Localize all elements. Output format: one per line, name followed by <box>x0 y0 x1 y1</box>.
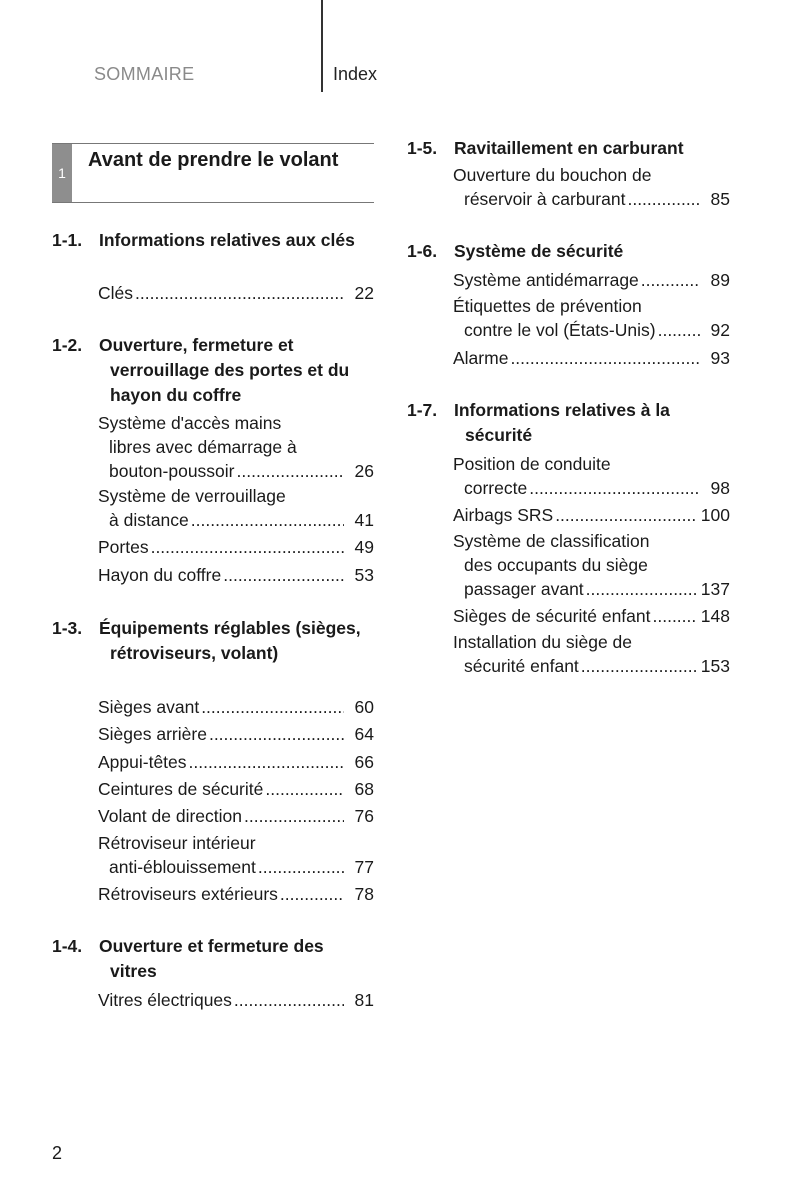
dot-leader <box>135 281 344 305</box>
toc-entry[interactable] <box>98 281 374 305</box>
toc-entry[interactable] <box>453 604 730 628</box>
page-reference: 89 <box>710 270 730 290</box>
page-reference: 49 <box>354 537 374 557</box>
page-reference: 76 <box>354 806 374 826</box>
toc-entry[interactable] <box>98 777 374 801</box>
toc-entry[interactable] <box>98 484 374 532</box>
section-title: Système de sécurité <box>454 241 624 261</box>
entry-text-line: Installation du siège de <box>453 632 633 652</box>
toc-entry[interactable] <box>453 346 730 370</box>
entry-text: bouton-poussoir <box>109 461 235 481</box>
toc-entry[interactable] <box>98 804 374 828</box>
page-reference: 100 <box>700 505 730 525</box>
dot-leader <box>237 459 345 483</box>
entry-text: Appui-têtes <box>98 752 187 772</box>
section-number: 1-3. <box>52 618 83 638</box>
entry-text-line: Position de conduite <box>453 454 611 474</box>
page-reference: 85 <box>710 189 730 209</box>
entry-text: réservoir à carburant <box>464 189 626 209</box>
toc-entry[interactable] <box>98 722 374 746</box>
dot-leader <box>244 804 344 828</box>
toc-entry[interactable] <box>98 831 374 879</box>
entry-text: sécurité enfant <box>464 656 579 676</box>
dot-leader <box>586 577 697 601</box>
dot-leader <box>209 722 344 746</box>
toc-entry[interactable] <box>98 988 374 1012</box>
chapter-header <box>52 143 374 203</box>
page-reference: 153 <box>700 656 730 676</box>
entry-text: Système antidémarrage <box>453 270 639 290</box>
section-number: 1-7. <box>407 400 438 420</box>
toc-entry[interactable] <box>453 163 730 211</box>
dot-leader <box>627 187 700 211</box>
chapter-title: Avant de prendre le volant <box>88 149 339 171</box>
page-reference: 68 <box>354 779 374 799</box>
entry-text: Ceintures de sécurité <box>98 779 264 799</box>
page-reference: 60 <box>354 697 374 717</box>
page-reference: 81 <box>354 990 374 1010</box>
entry-text: Sièges de sécurité enfant <box>453 606 651 626</box>
entry-text: passager avant <box>464 579 584 599</box>
toc-entry[interactable] <box>453 503 730 527</box>
entry-text-line: Système de classification <box>453 531 650 551</box>
entry-text: Sièges arrière <box>98 724 207 744</box>
page-reference: 92 <box>710 320 730 340</box>
section-number: 1-4. <box>52 936 83 956</box>
page-reference: 41 <box>354 510 374 530</box>
page-reference: 53 <box>354 565 374 585</box>
entry-text: Portes <box>98 537 149 557</box>
dot-leader <box>189 750 344 774</box>
page-reference: 64 <box>354 724 374 744</box>
entry-text: Sièges avant <box>98 697 200 717</box>
entry-text-line: des occupants du siège <box>464 555 648 575</box>
dot-leader <box>653 604 697 628</box>
page-reference: 78 <box>354 884 374 904</box>
dot-leader <box>265 777 344 801</box>
page-reference: 148 <box>700 606 730 626</box>
dot-leader <box>510 346 700 370</box>
section-number: 1-6. <box>407 241 438 261</box>
toc-entry[interactable] <box>98 750 374 774</box>
dot-leader <box>258 855 344 879</box>
entry-text-line: Ouverture du bouchon de <box>453 165 652 185</box>
page-reference: 26 <box>354 461 374 481</box>
dot-leader <box>191 508 344 532</box>
page-reference: 22 <box>354 283 374 303</box>
entry-text: Vitres électriques <box>98 990 232 1010</box>
entry-text: Hayon du coffre <box>98 565 222 585</box>
toc-entry[interactable] <box>453 630 730 678</box>
entry-text: anti-éblouissement <box>109 857 256 877</box>
dot-leader <box>151 535 344 559</box>
page-number: 2 <box>52 1143 63 1163</box>
entry-text: Volant de direction <box>98 806 242 826</box>
section-title: Informations relatives à la sécurité <box>454 400 670 445</box>
sommaire-tab[interactable]: SOMMAIRE <box>94 64 195 84</box>
page-reference: 137 <box>700 579 730 599</box>
entry-text-line: Étiquettes de prévention <box>453 296 642 316</box>
entry-text: correcte <box>464 478 528 498</box>
entry-text: Clés <box>98 283 134 303</box>
page-reference: 98 <box>710 478 730 498</box>
entry-text-line: libres avec démarrage à <box>109 437 297 457</box>
toc-entry[interactable] <box>453 268 730 292</box>
toc-entry[interactable] <box>453 294 730 342</box>
toc-entry[interactable] <box>453 452 730 500</box>
entry-text: contre le vol (États-Unis) <box>464 320 656 340</box>
section-title: Ouverture, fermeture et verrouillage des portes et du hayon du coffre <box>99 335 350 405</box>
dot-leader <box>201 695 344 719</box>
entry-text-line: Rétroviseur intérieur <box>98 833 256 853</box>
section-title: Équipements réglables (sièges, rétroviseurs, volant) <box>99 618 361 663</box>
toc-entry[interactable] <box>98 695 374 719</box>
dot-leader <box>280 882 344 906</box>
dot-leader <box>581 654 697 678</box>
dot-leader <box>223 563 344 587</box>
toc-entry[interactable] <box>453 529 730 601</box>
index-tab[interactable]: Index <box>333 64 378 84</box>
toc-entry[interactable] <box>98 535 374 559</box>
top-navigation <box>0 0 800 100</box>
page-reference: 66 <box>354 752 374 772</box>
toc-entry[interactable] <box>98 882 374 906</box>
dot-leader <box>529 476 700 500</box>
entry-text: Alarme <box>453 348 509 368</box>
page-reference: 77 <box>354 857 374 877</box>
page-reference: 93 <box>710 348 730 368</box>
entry-text: à distance <box>109 510 189 530</box>
entry-text-line: Système d'accès mains <box>98 413 282 433</box>
nav-divider <box>321 0 323 92</box>
section-title: Ouverture et fermeture des vitres <box>99 936 324 981</box>
toc-entry[interactable] <box>98 411 374 483</box>
toc-entry[interactable] <box>98 563 374 587</box>
entry-text-line: Système de verrouillage <box>98 486 286 506</box>
chapter-number: 1 <box>52 144 72 202</box>
dot-leader <box>555 503 697 527</box>
entry-text: Airbags SRS <box>453 505 554 525</box>
dot-leader <box>641 268 700 292</box>
dot-leader <box>658 318 700 342</box>
section-number: 1-5. <box>407 138 438 158</box>
dot-leader <box>234 988 344 1012</box>
entry-text: Rétroviseurs extérieurs <box>98 884 278 904</box>
section-title: Informations relatives aux clés <box>99 230 355 250</box>
section-number: 1-2. <box>52 335 83 355</box>
section-title: Ravitaillement en carburant <box>454 138 684 158</box>
section-number: 1-1. <box>52 230 83 250</box>
